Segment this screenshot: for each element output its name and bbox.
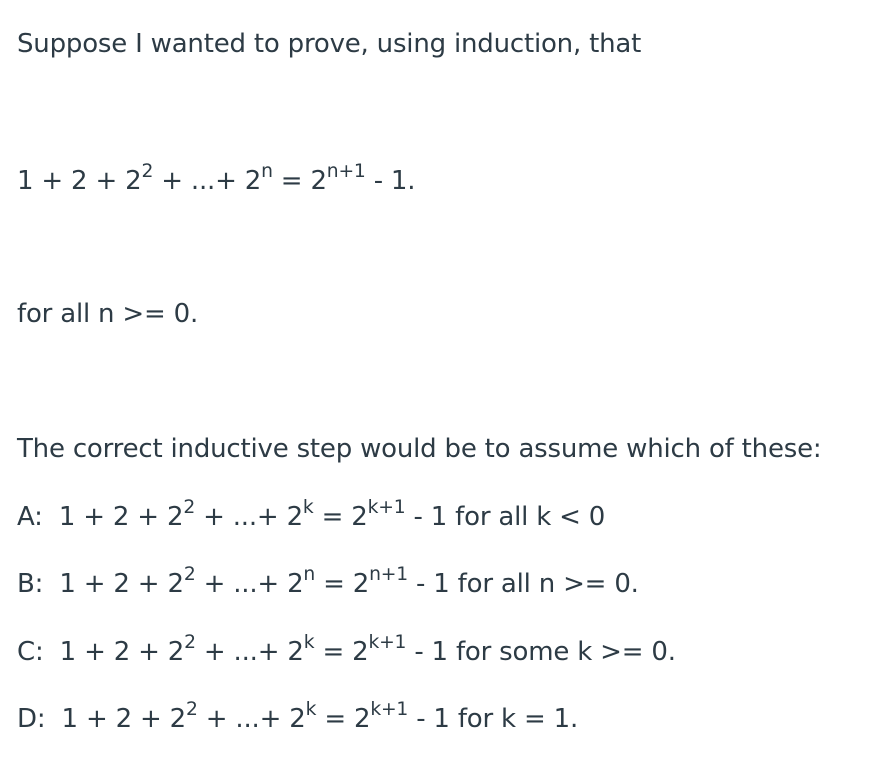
- option-label: B:: [17, 569, 44, 599]
- option-tail: - 1 for k = 1.: [408, 704, 579, 734]
- question-text: The correct inductive step would be to assume which of these:: [17, 434, 822, 464]
- option-equals: = 2: [316, 704, 371, 734]
- equation-tail: - 1.: [365, 166, 416, 196]
- domain-text: for all n >= 0.: [17, 299, 199, 329]
- option-exponent-1: 2: [184, 632, 196, 654]
- option-d: [17, 699, 579, 734]
- option-equals: = 2: [315, 569, 370, 599]
- option-label: A:: [17, 502, 43, 532]
- option-exponent-1: 2: [186, 699, 198, 721]
- option-middle: + ...+ 2: [195, 569, 304, 599]
- target-equation: [17, 161, 416, 196]
- equation-exponent-3: n+1: [326, 161, 366, 183]
- option-label: C:: [17, 637, 44, 667]
- equation-equals: = 2: [272, 166, 327, 196]
- option-middle: + ...+ 2: [197, 704, 306, 734]
- option-label: D:: [17, 704, 46, 734]
- option-base: 1 + 2 + 2: [59, 637, 185, 667]
- option-equals: = 2: [313, 502, 368, 532]
- option-exponent-3: k+1: [370, 699, 409, 721]
- equation-exponent-1: 2: [141, 161, 154, 183]
- option-middle: + ...+ 2: [195, 502, 303, 532]
- option-exponent-1: 2: [183, 564, 196, 586]
- option-exponent-2: k: [303, 632, 315, 654]
- equation-middle: + ...+ 2: [153, 166, 262, 196]
- option-c: [17, 632, 676, 667]
- equation-exponent-2: n: [261, 161, 273, 183]
- option-base: 1 + 2 + 2: [58, 502, 184, 532]
- option-a: [17, 497, 606, 532]
- option-base: 1 + 2 + 2: [61, 704, 186, 734]
- option-exponent-3: k+1: [368, 632, 407, 654]
- option-exponent-2: k: [302, 497, 314, 519]
- option-exponent-1: 2: [183, 497, 196, 519]
- option-exponent-2: k: [305, 699, 317, 721]
- option-b: [17, 564, 639, 599]
- option-base: 1 + 2 + 2: [59, 569, 184, 599]
- option-tail: - 1 for all k < 0: [405, 502, 606, 532]
- option-middle: + ...+ 2: [195, 637, 304, 667]
- option-exponent-2: n: [303, 564, 316, 586]
- option-exponent-3: n+1: [369, 564, 408, 586]
- option-exponent-3: k+1: [367, 497, 406, 519]
- option-equals: = 2: [314, 637, 369, 667]
- option-tail: - 1 for some k >= 0.: [406, 637, 676, 667]
- intro-text: Suppose I wanted to prove, using induction, that: [17, 29, 642, 59]
- option-tail: - 1 for all n >= 0.: [407, 569, 639, 599]
- equation-base: 1 + 2 + 2: [17, 166, 142, 196]
